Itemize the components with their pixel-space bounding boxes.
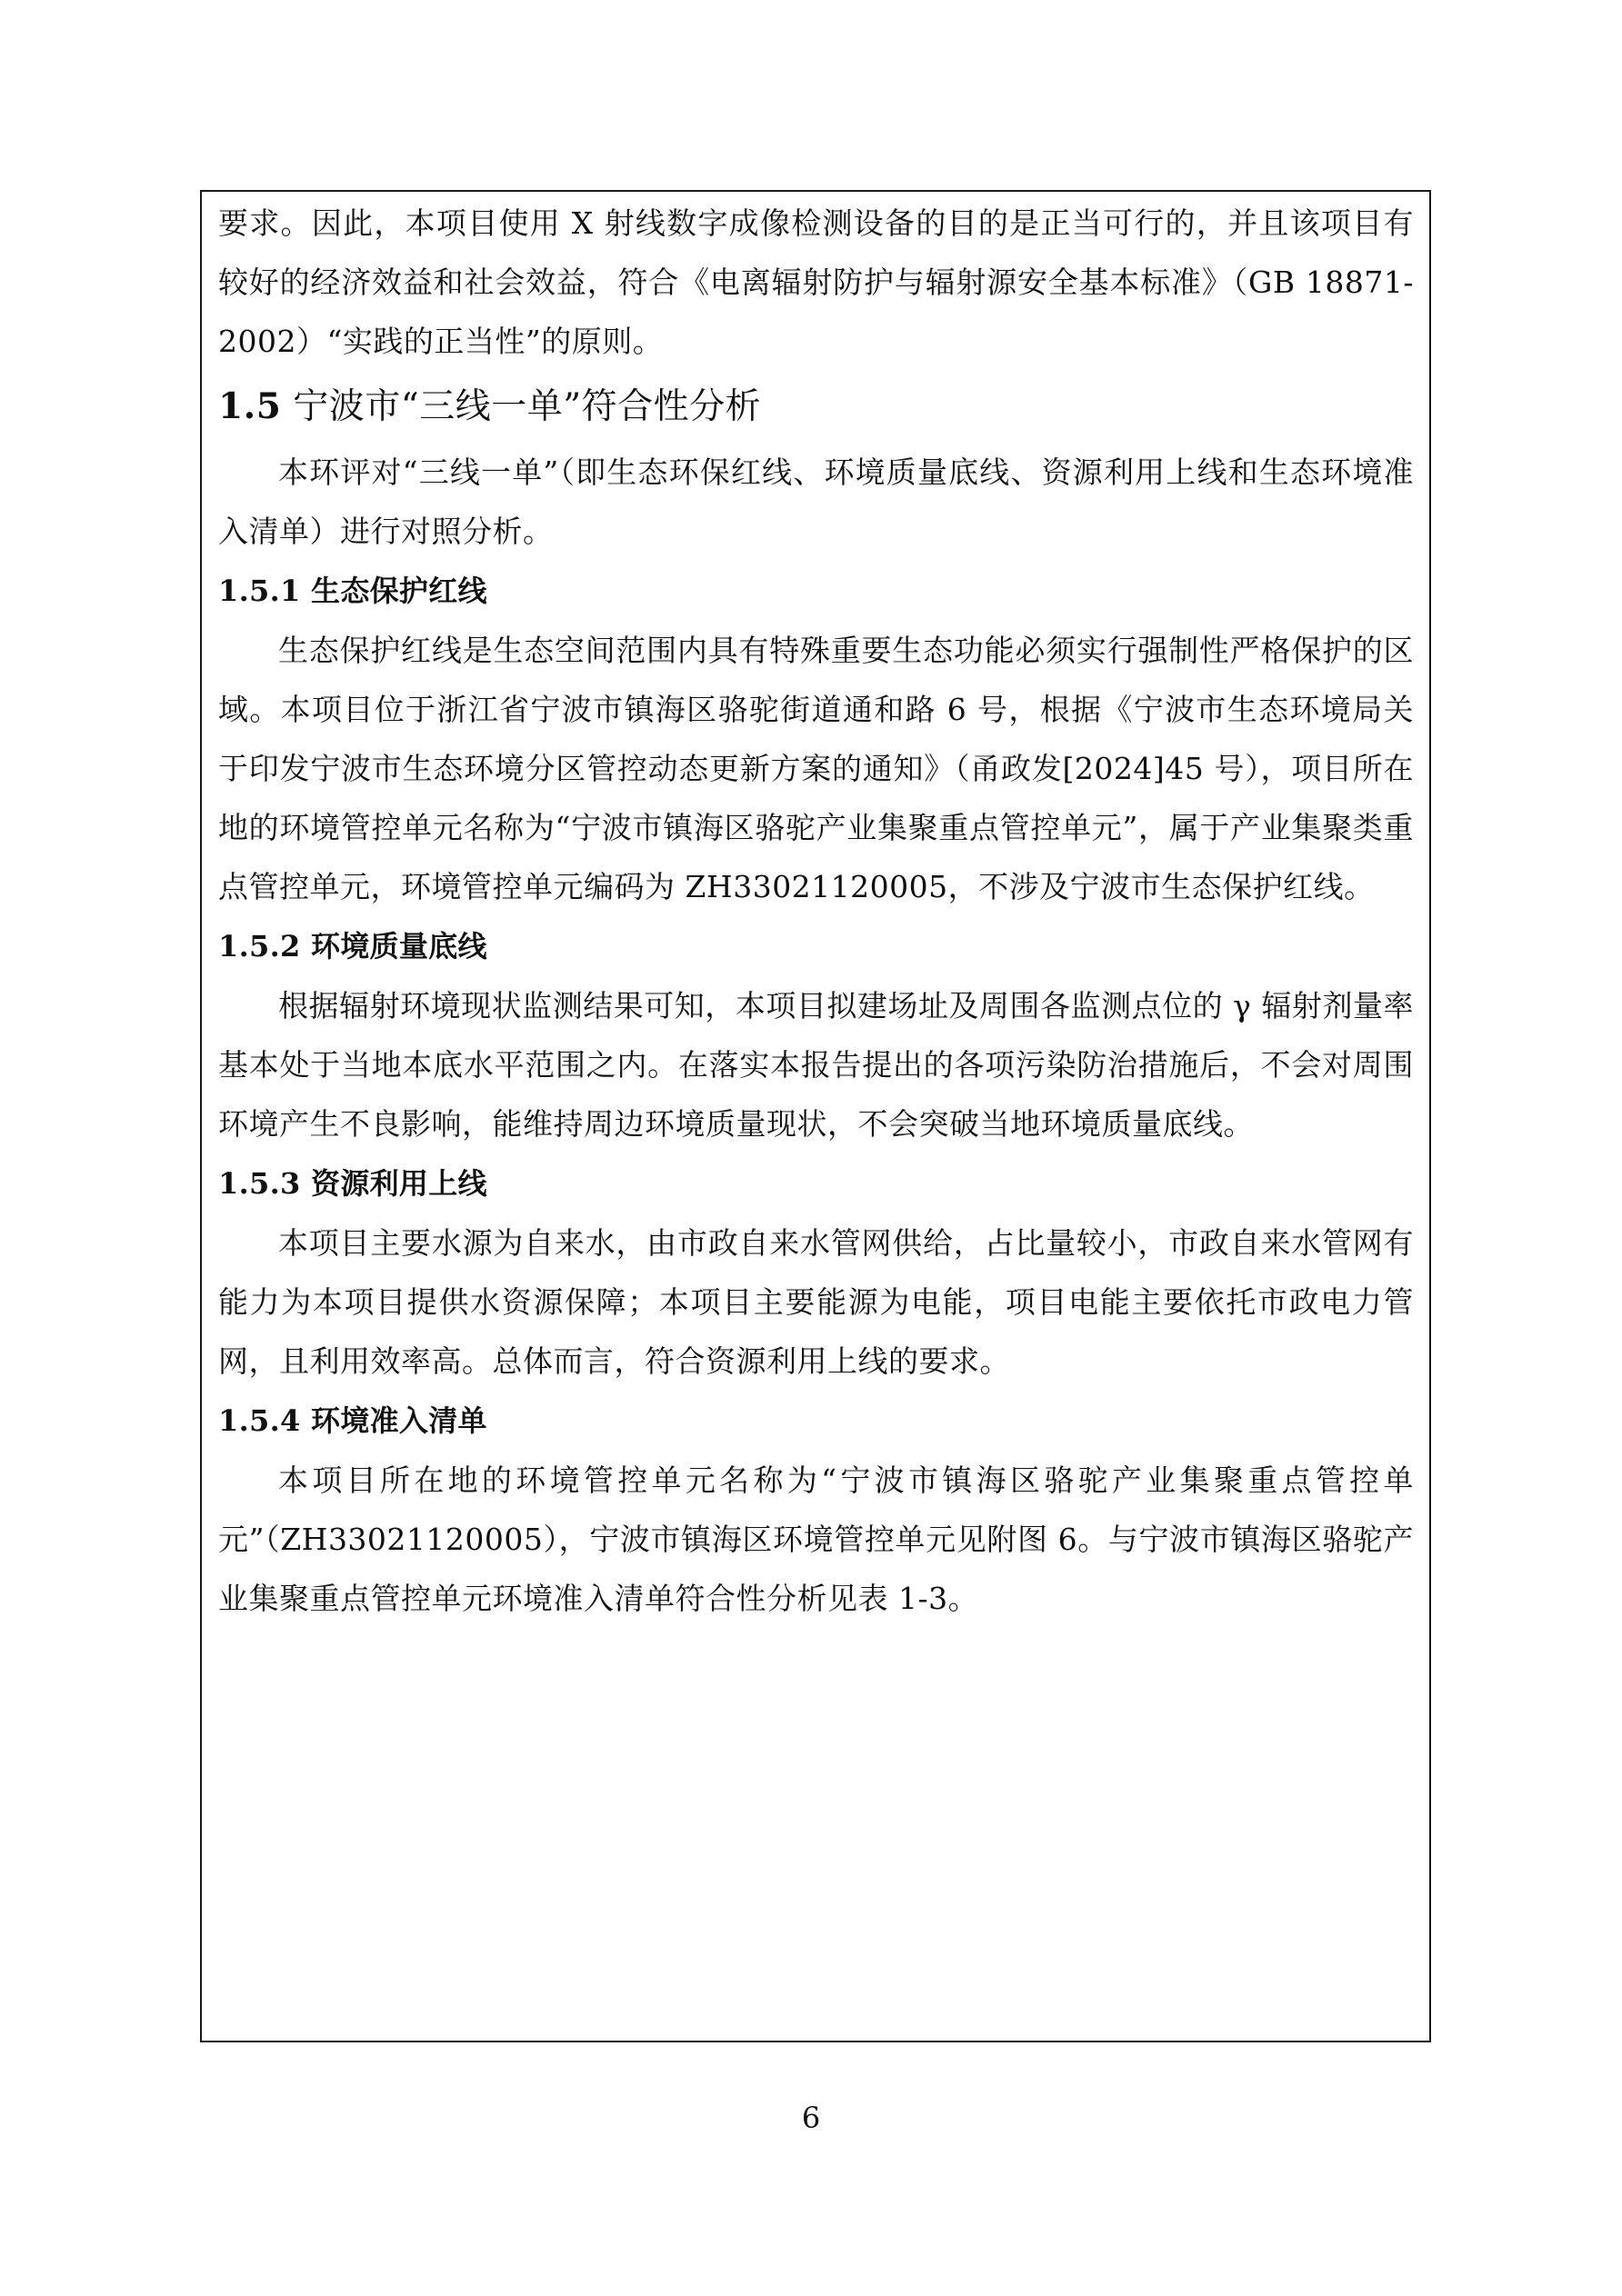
section-heading-1-5 [218, 371, 1414, 443]
section-heading-1-5-2: 1.5.2 环境质量底线 [218, 929, 487, 963]
page-number: 6 [801, 2101, 821, 2135]
section-heading-1-5-1: 1.5.1 生态保护红线 [218, 574, 487, 608]
section-paragraph-1-5: 本环评对“三线一单”（即生态环保红线、环境质量底线、资源利用上线和生态环境准入清单）进行对照分析。 [218, 454, 1414, 549]
section-paragraph-1-5-2: 根据辐射环境现状监测结果可知，本项目拟建场址及周围各监测点位的 γ 辐射剂量率基本处于当地本底水平范围之内。在落实本报告提出的各项污染防治措施后，不会对周围环境产生不良影响，能维持周边环境质量现状，不会突破当地环境质量底线。 [218, 988, 1414, 1142]
section-paragraph-1-5-4: 本项目所在地的环境管控单元名称为“宁波市镇海区骆驼产业集聚重点管控单元”（ZH33021120005），宁波市镇海区环境管控单元见附图 6。与宁波市镇海区骆驼产业集聚重点管控单元环境准入清单符合性分析见表 1-3。 [218, 1462, 1414, 1616]
section-title-1-5: 宁波市“三线一单”符合性分析 [293, 386, 762, 427]
section-paragraph-1-5-1: 生态保护红线是生态空间范围内具有特殊重要生态功能必须实行强制性严格保护的区域。本项目位于浙江省宁波市镇海区骆驼街道通和路 6 号，根据《宁波市生态环境局关于印发宁波市生态环境分区管控动态更新方案的通知》（甬政发[2024]45 号），项目所在地的环境管控单元名称为“宁波市镇海区骆驼产业集聚重点管控单元”，属于产业集聚类重点管控单元，环境管控单元编码为 ZH33021120005，不涉及宁波市生态保护红线。 [218, 633, 1414, 904]
content-frame [200, 190, 1431, 2042]
intro-paragraph: 要求。因此，本项目使用 X 射线数字成像检测设备的目的是正当可行的，并且该项目有较好的经济效益和社会效益，符合《电离辐射防护与辐射源安全基本标准》（GB 18871-2002）“实践的正当性”的原则。 [218, 205, 1414, 359]
section-heading-1-5-4: 1.5.4 环境准入清单 [218, 1403, 487, 1438]
section-heading-1-5-3: 1.5.3 资源利用上线 [218, 1166, 487, 1201]
section-number-1-5: 1.5 [218, 385, 282, 427]
section-paragraph-1-5-3: 本项目主要水源为自来水，由市政自来水管网供给，占比量较小，市政自来水管网有能力为本项目提供水资源保障；本项目主要能源为电能，项目电能主要依托市政电力管网，且利用效率高。总体而言，符合资源利用上线的要求。 [218, 1225, 1414, 1379]
